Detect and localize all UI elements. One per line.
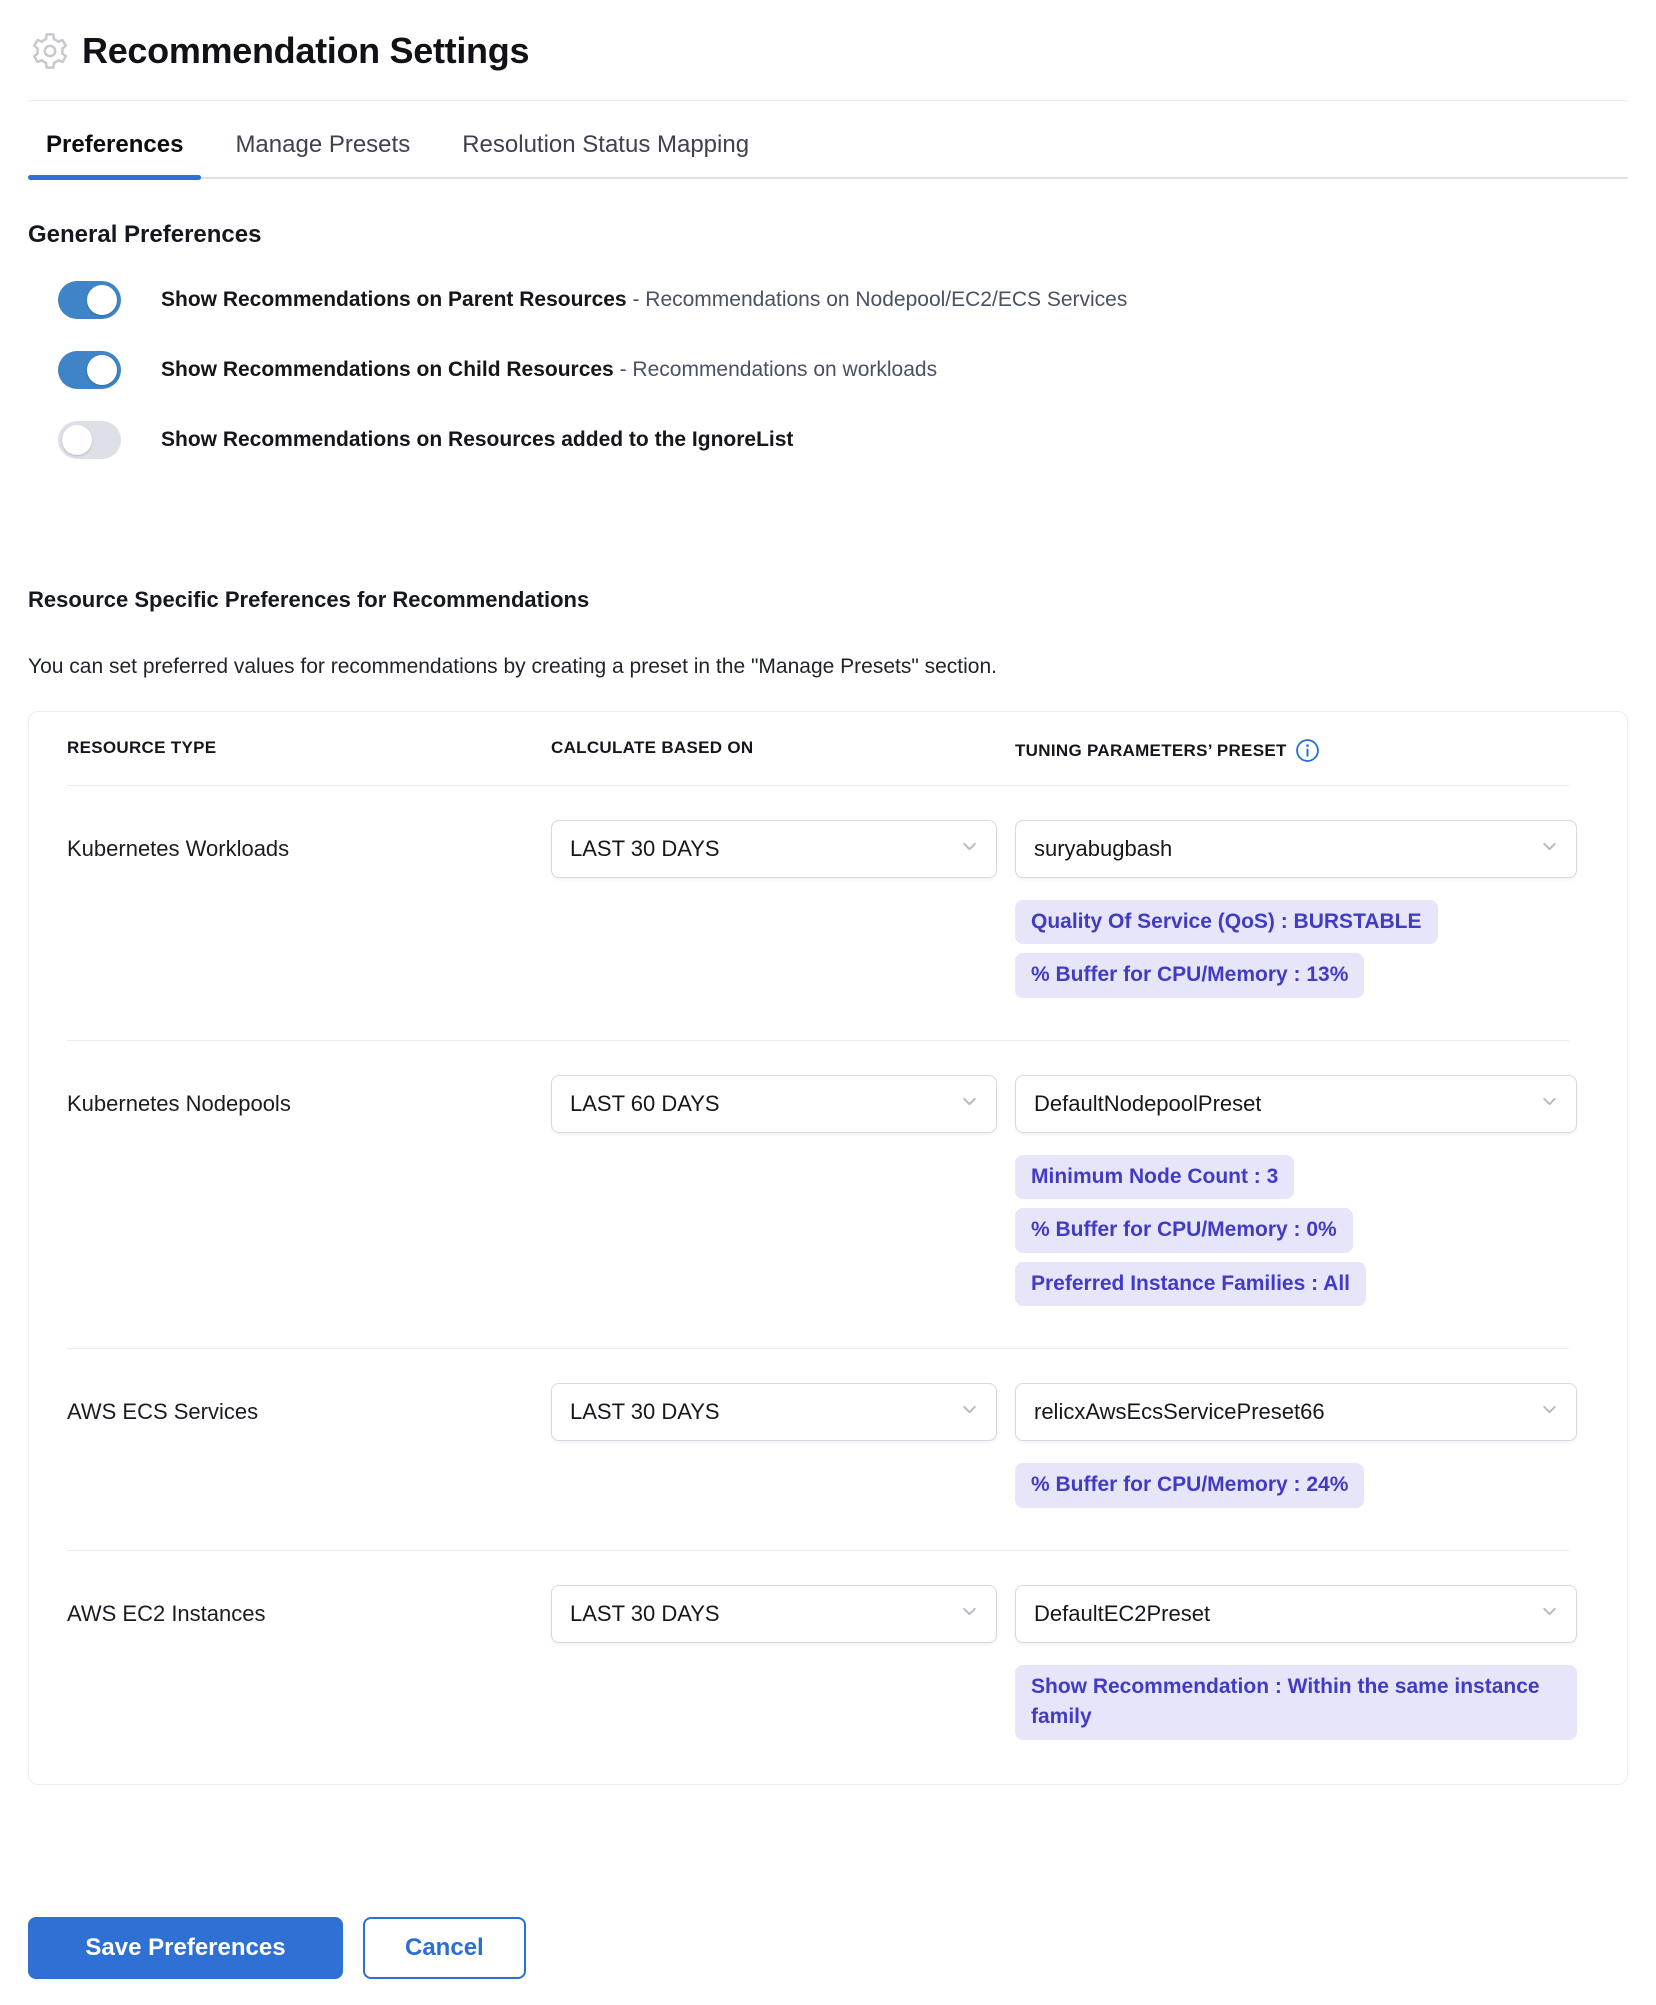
preset-tags	[1015, 1665, 1577, 1740]
toggle-description: - Recommendations on Nodepool/EC2/ECS Services	[632, 288, 1128, 312]
chevron-down-icon	[1541, 1603, 1558, 1625]
preset-tags	[1015, 1155, 1577, 1306]
calculate-based-on-select[interactable]	[551, 820, 997, 878]
preset-tags	[1015, 900, 1577, 998]
toggle-label-child-resources	[161, 356, 937, 383]
toggle-knob	[87, 355, 117, 385]
chevron-down-icon	[961, 838, 978, 860]
tuning-preset-select[interactable]	[1015, 1585, 1577, 1643]
toggle-description: - Recommendations on workloads	[619, 358, 938, 382]
table-row-aws-ecs-services	[67, 1349, 1569, 1550]
toggle-row-ignorelist-resources	[28, 421, 1628, 459]
toggle-label-bold: Show Recommendations on Parent Resources	[161, 288, 627, 312]
tab-manage-presets[interactable]: Manage Presets	[235, 131, 411, 158]
toggle-child-resources[interactable]	[58, 351, 121, 389]
tuning-preset-value: DefaultNodepoolPreset	[1034, 1090, 1262, 1116]
column-header-resource-type: RESOURCE TYPE	[67, 738, 217, 757]
chevron-down-icon	[1541, 1093, 1558, 1115]
preset-tag: Show Recommendation : Within the same instance family	[1015, 1665, 1577, 1740]
resource-preferences-heading: Resource Specific Preferences for Recommendations	[28, 587, 590, 612]
preset-tag: % Buffer for CPU/Memory : 0%	[1015, 1208, 1353, 1252]
tab-preferences[interactable]: Preferences	[28, 115, 201, 179]
resource-preferences-table	[28, 711, 1628, 1785]
tab-bar	[28, 115, 1628, 179]
column-header-tuning-preset	[1015, 738, 1577, 763]
preset-tag: Preferred Instance Families : All	[1015, 1262, 1366, 1306]
gear-icon	[30, 31, 70, 71]
chevron-down-icon	[961, 1093, 978, 1115]
chevron-down-icon	[961, 1603, 978, 1625]
preset-cell	[1015, 1383, 1577, 1507]
resource-type-label: Kubernetes Workloads	[67, 836, 290, 861]
preset-tag: Minimum Node Count : 3	[1015, 1155, 1294, 1199]
calculate-based-on-value: LAST 30 DAYS	[570, 1600, 720, 1626]
info-icon[interactable]	[1295, 738, 1320, 763]
tuning-preset-select[interactable]	[1015, 820, 1577, 878]
preset-tag: % Buffer for CPU/Memory : 13%	[1015, 953, 1364, 997]
cancel-button[interactable]: Cancel	[363, 1917, 526, 1979]
tuning-preset-select[interactable]	[1015, 1383, 1577, 1441]
calculate-based-on-select[interactable]	[551, 1585, 997, 1643]
page-title: Recommendation Settings	[82, 30, 530, 71]
tuning-preset-select[interactable]	[1015, 1075, 1577, 1133]
toggle-row-parent-resources	[28, 281, 1628, 319]
table-row-aws-ec2-instances	[67, 1551, 1569, 1784]
chevron-down-icon	[1541, 838, 1558, 860]
chevron-down-icon	[1541, 1401, 1558, 1423]
general-preferences-heading: General Preferences	[28, 221, 262, 248]
resource-type-label: Kubernetes Nodepools	[67, 1090, 291, 1116]
toggle-label-parent-resources	[161, 286, 1127, 313]
calculate-based-on-select[interactable]	[551, 1383, 997, 1441]
resource-type-label: AWS EC2 Instances	[67, 1600, 266, 1626]
tuning-preset-value: suryabugbash	[1034, 836, 1173, 861]
footer-actions	[28, 1917, 1628, 1979]
toggle-ignorelist-resources[interactable]	[58, 421, 121, 459]
preset-tag: % Buffer for CPU/Memory : 24%	[1015, 1463, 1364, 1507]
preset-cell	[1015, 1585, 1577, 1740]
preset-tag: Quality Of Service (QoS) : BURSTABLE	[1015, 900, 1438, 944]
preset-tags	[1015, 1463, 1577, 1507]
calculate-based-on-select[interactable]	[551, 1075, 997, 1133]
tuning-preset-value: relicxAwsEcsServicePreset66	[1034, 1399, 1325, 1425]
calculate-based-on-value: LAST 30 DAYS	[570, 836, 720, 861]
header-divider	[28, 100, 1628, 101]
tab-resolution-status-mapping[interactable]: Resolution Status Mapping	[462, 131, 750, 158]
toggle-label-ignorelist-resources	[161, 426, 793, 453]
tuning-preset-value: DefaultEC2Preset	[1034, 1600, 1211, 1626]
page-header	[28, 30, 1628, 72]
toggle-label-bold: Show Recommendations on Resources added to the IgnoreList	[161, 428, 794, 452]
preset-cell	[1015, 820, 1577, 998]
toggle-knob	[87, 285, 117, 315]
resource-type-label: AWS ECS Services	[67, 1399, 259, 1425]
toggle-row-child-resources	[28, 351, 1628, 389]
table-header-row	[67, 738, 1569, 786]
column-header-calculate-based-on: CALCULATE BASED ON	[551, 738, 754, 757]
calculate-based-on-value: LAST 30 DAYS	[570, 1399, 720, 1425]
general-preferences-toggles	[28, 281, 1628, 459]
toggle-knob	[62, 425, 92, 455]
toggle-label-bold: Show Recommendations on Child Resources	[161, 358, 614, 382]
save-preferences-button[interactable]: Save Preferences	[28, 1917, 343, 1979]
calculate-based-on-value: LAST 60 DAYS	[570, 1090, 720, 1116]
table-row-kubernetes-workloads	[67, 786, 1569, 1041]
resource-preferences-description: You can set preferred values for recommendations by creating a preset in the "Manage Presets" section.	[28, 655, 997, 678]
chevron-down-icon	[961, 1401, 978, 1423]
column-header-tuning-preset-label: TUNING PARAMETERS’ PRESET	[1015, 740, 1287, 760]
table-row-kubernetes-nodepools	[67, 1041, 1569, 1349]
preset-cell	[1015, 1075, 1577, 1306]
toggle-parent-resources[interactable]	[58, 281, 121, 319]
